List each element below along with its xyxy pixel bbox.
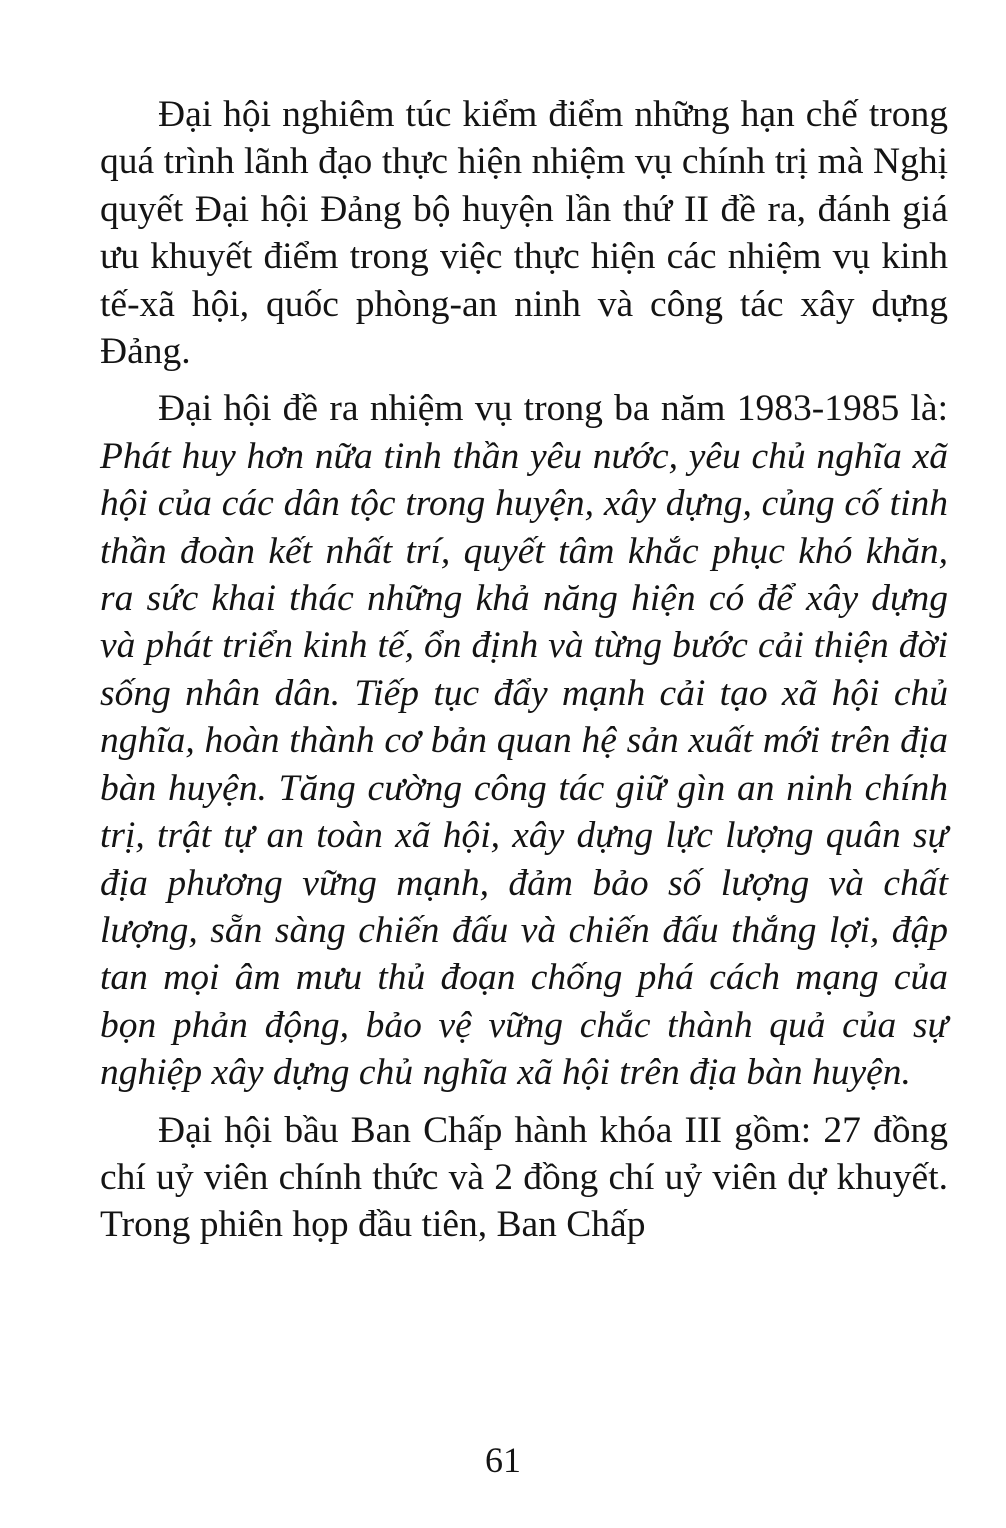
paragraph-text: Đại hội đề ra nhiệm vụ trong ba năm 1983-1985 là: (158, 388, 948, 430)
paragraph-text: Đại hội nghiêm túc kiểm điểm những hạn chế trong quá trình lãnh đạo thực hiện nhiệm vụ chính trị mà Nghị quyết Đại hội Đảng bộ huyện lần thứ II đề ra, đánh giá ưu khuyết điểm trong việc thực hiện các nhiệm vụ kinh tế-xã hội, quốc phòng-an ninh và công tác xây dựng Đảng. (100, 94, 948, 373)
paragraph-text: Đại hội bầu Ban Chấp hành khóa III gồm: 27 đồng chí uỷ viên chính thức và 2 đồng chí uỷ viên dự khuyết. Trong phiên họp đầu tiên, Ban Chấp (100, 1109, 948, 1246)
paragraph-committee-election (100, 1107, 948, 1249)
page-number: 61 (485, 1440, 521, 1480)
paragraph-italic-text: Phát huy hơn nữa tinh thần yêu nước, yêu chủ nghĩa xã hội của các dân tộc trong huyện, xây dựng, củng cố tinh thần đoàn kết nhất trí, quyết tâm khắc phục khó khăn, ra sức khai thác những khả năng hiện có để xây dựng và phát triển kinh tế, ổn định và từng bước cải thiện đời sống nhân dân. Tiếp tục đẩy mạnh cải tạo xã hội chủ nghĩa, hoàn thành cơ bản quan hệ sản xuất mới trên địa bàn huyện. Tăng cường công tác giữ gìn an ninh chính trị, trật tự an toàn xã hội, xây dựng lực lượng quân sự địa phương vững mạnh, đảm bảo số lượng và chất lượng, sẵn sàng chiến đấu và chiến đấu thắng lợi, đập tan mọi âm mưu thủ đoạn chống phá cách mạng của bọn phản động, bảo vệ vững chắc thành quả của sự nghiệp xây dựng chủ nghĩa xã hội trên địa bàn huyện. (100, 435, 948, 1094)
paragraph-congress-tasks (100, 385, 948, 1096)
paragraph-congress-review (100, 91, 948, 375)
page-body (100, 91, 948, 1259)
